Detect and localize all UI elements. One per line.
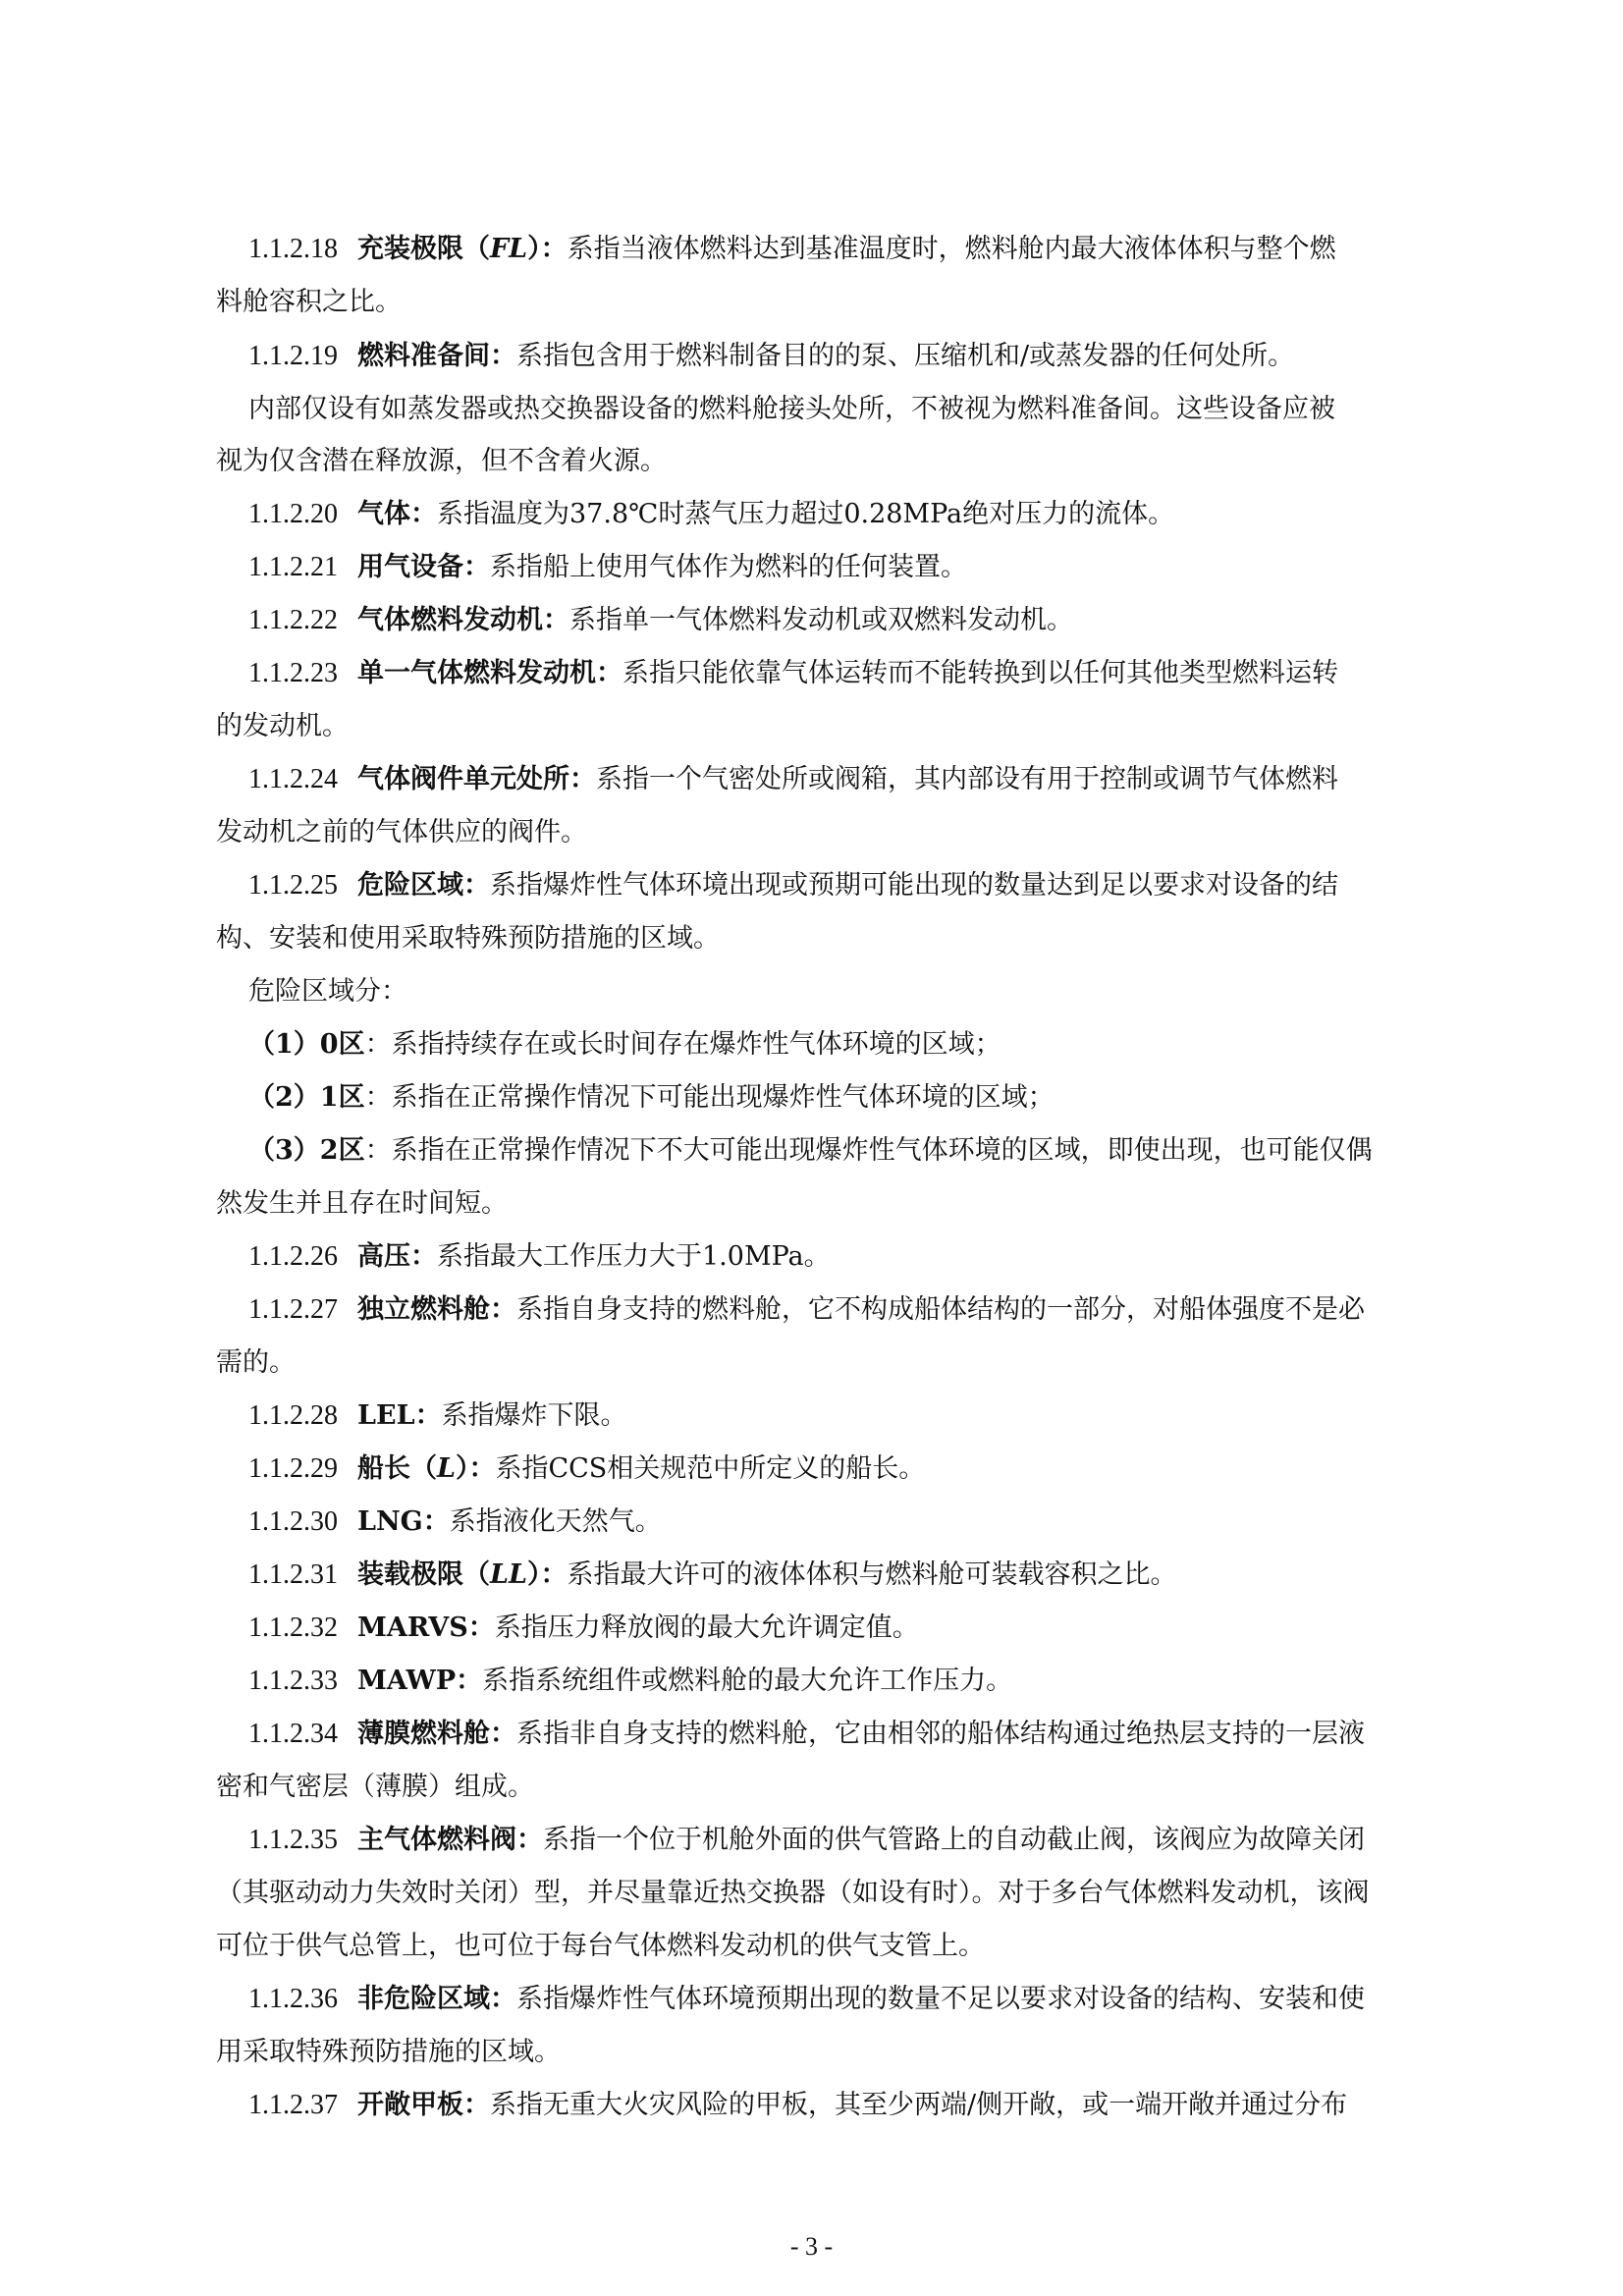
definition-paragraph: 1.1.2.24 气体阀件单元处所：系指一个气密处所或阀箱，其内部设有用于控制或调节气体燃料 xyxy=(0,753,1623,806)
definition-text: 系指只能依靠气体运转而不能转换到以任何其他类型燃料运转 xyxy=(622,658,1338,688)
definition-continuation: 用采取特殊预防措施的区域。 xyxy=(216,2037,561,2067)
clause-number: 1.1.2.19 xyxy=(248,341,338,371)
clause-number: 1.1.2.35 xyxy=(248,1825,338,1855)
definition-paragraph: 1.1.2.19 燃料准备间：系指包含用于燃料制备目的的泵、压缩机和/或蒸发器的任何处所。 xyxy=(0,330,1623,383)
definition-text: 系指单一气体燃料发动机或双燃料发动机。 xyxy=(569,605,1073,635)
definition-paragraph: 1.1.2.37 开敞甲板：系指无重大火灾风险的甲板，其至少两端/侧开敞，或一端开敞并通过分布 xyxy=(0,2079,1623,2132)
definition-paragraph: 1.1.2.27 独立燃料舱：系指自身支持的燃料舱，它不构成船体结构的一部分，对船体强度不是必 xyxy=(0,1284,1623,1337)
clause-number: 1.1.2.33 xyxy=(248,1666,338,1696)
zone-text: 系指持续存在或长时间存在爆炸性气体环境的区域； xyxy=(391,1029,1001,1060)
defined-term: 充装极限（ xyxy=(357,234,490,264)
definition-text: 系指温度为37.8℃时蒸气压力超过0.28MPa绝对压力的流体。 xyxy=(437,499,1175,529)
definition-paragraph: 1.1.2.34 薄膜燃料舱：系指非自身支持的燃料舱，它由相邻的船体结构通过绝热层支持的一层液 xyxy=(0,1708,1623,1761)
clause-number: 1.1.2.23 xyxy=(248,658,338,688)
definition-paragraph: 1.1.2.22 气体燃料发动机：系指单一气体燃料发动机或双燃料发动机。 xyxy=(0,594,1623,647)
definition-text: 系指船上使用气体作为燃料的任何装置。 xyxy=(490,552,967,582)
zone-label: （1）0区 xyxy=(248,1029,365,1060)
clause-number: 1.1.2.32 xyxy=(248,1613,338,1643)
clause-number: 1.1.2.26 xyxy=(248,1241,338,1272)
definition-paragraph: 1.1.2.28 LEL：系指爆炸下限。 xyxy=(0,1390,1623,1443)
defined-term: 主气体燃料阀 xyxy=(357,1825,516,1855)
definition-text: 系指包含用于燃料制备目的的泵、压缩机和/或蒸发器的任何处所。 xyxy=(516,341,1295,371)
zone-label: （3）2区 xyxy=(248,1135,365,1166)
definition-text: 系指压力释放阀的最大允许调定值。 xyxy=(494,1613,919,1643)
definition-continuation: 构、安装和使用采取特殊预防措施的区域。 xyxy=(216,923,720,954)
definition-text: 系指一个位于机舱外面的供气管路上的自动截止阀，该阀应为故障关闭 xyxy=(543,1825,1365,1855)
definition-continuation: 可位于供气总管上，也可位于每台气体燃料发动机的供气支管上。 xyxy=(216,1931,985,1961)
definition-text: 系指CCS相关规范中所定义的船长。 xyxy=(495,1453,926,1484)
defined-term: 非危险区域 xyxy=(357,1984,490,2014)
definition-text: 系指最大许可的液体体积与燃料舱可装载容积之比。 xyxy=(567,1559,1177,1590)
clause-number: 1.1.2.24 xyxy=(248,764,338,794)
note-continuation: 视为仅含潜在释放源，但不含着火源。 xyxy=(216,446,667,476)
defined-term: 单一气体燃料发动机 xyxy=(357,658,596,688)
clause-number: 1.1.2.34 xyxy=(248,1719,338,1749)
definition-continuation: 的发动机。 xyxy=(216,711,349,741)
definition-text: 系指爆炸性气体环境预期出现的数量不足以要求对设备的结构、安装和使 xyxy=(516,1984,1365,2014)
defined-term: LEL xyxy=(357,1400,415,1431)
definition-paragraph: 1.1.2.26 高压：系指最大工作压力大于1.0MPa。 xyxy=(0,1230,1623,1284)
clause-number: 1.1.2.37 xyxy=(248,2090,338,2120)
defined-term: 用气设备 xyxy=(357,552,463,582)
clause-number: 1.1.2.31 xyxy=(248,1559,338,1590)
clause-number: 1.1.2.27 xyxy=(248,1294,338,1325)
definition-text: 系指爆炸性气体环境出现或预期可能出现的数量达到足以要求对设备的结 xyxy=(490,870,1338,901)
definition-paragraph: 1.1.2.20 气体：系指温度为37.8℃时蒸气压力超过0.28MPa绝对压力的流体。 xyxy=(0,488,1623,541)
definition-continuation: 发动机之前的气体供应的阀件。 xyxy=(216,817,587,847)
definition-text: 系指爆炸下限。 xyxy=(441,1400,627,1431)
zone-item: （1）0区：系指持续存在或长时间存在爆炸性气体环境的区域； xyxy=(248,1029,1001,1060)
defined-term: 船长（ xyxy=(357,1453,437,1484)
term-abbreviation: L xyxy=(437,1453,456,1484)
definition-paragraph: 1.1.2.29 船长（L）：系指CCS相关规范中所定义的船长。 xyxy=(0,1443,1623,1496)
clause-number: 1.1.2.21 xyxy=(248,552,338,582)
term-abbreviation: LL xyxy=(490,1559,527,1590)
defined-term: 独立燃料舱 xyxy=(357,1294,490,1325)
zone-label: （2）1区 xyxy=(248,1082,365,1113)
definition-text: 系指无重大火灾风险的甲板，其至少两端/侧开敞，或一端开敞并通过分布 xyxy=(490,2090,1348,2120)
defined-term: 危险区域 xyxy=(357,870,463,901)
definition-continuation: （其驱动动力失效时关闭）型，并尽量靠近热交换器（如设有时）。对于多台气体燃料发动机，该阀 xyxy=(216,1878,1370,1908)
definition-paragraph: 1.1.2.36 非危险区域：系指爆炸性气体环境预期出现的数量不足以要求对设备的结构、安装和使 xyxy=(0,1973,1623,2026)
definition-text: 系指非自身支持的燃料舱，它由相邻的船体结构通过绝热层支持的一层液 xyxy=(516,1719,1365,1749)
term-abbreviation: FL xyxy=(490,234,528,264)
defined-term: 高压 xyxy=(357,1241,410,1272)
defined-term: 装载极限（ xyxy=(357,1559,490,1590)
zone-intro: 危险区域分： xyxy=(248,976,407,1007)
definition-paragraph: 1.1.2.18 充装极限（FL）：系指当液体燃料达到基准温度时，燃料舱内最大液体体积与整个燃 xyxy=(0,223,1623,276)
definition-paragraph: 1.1.2.32 MARVS：系指压力释放阀的最大允许调定值。 xyxy=(0,1602,1623,1655)
definition-text: 系指液化天然气。 xyxy=(449,1506,662,1537)
definition-paragraph: 1.1.2.23 单一气体燃料发动机：系指只能依靠气体运转而不能转换到以任何其他类型燃料运转 xyxy=(0,647,1623,700)
defined-term: 气体燃料发动机 xyxy=(357,605,543,635)
clause-number: 1.1.2.25 xyxy=(248,870,338,901)
defined-term: MAWP xyxy=(357,1666,457,1696)
definition-continuation: 密和气密层（薄膜）组成。 xyxy=(216,1772,534,1802)
page-number: - 3 - xyxy=(789,2232,834,2261)
defined-term: 气体阀件单元处所 xyxy=(357,764,569,794)
definition-paragraph: 1.1.2.33 MAWP：系指系统组件或燃料舱的最大允许工作压力。 xyxy=(0,1655,1623,1708)
definition-text: 系指自身支持的燃料舱，它不构成船体结构的一部分，对船体强度不是必 xyxy=(516,1294,1365,1325)
definition-paragraph: 1.1.2.21 用气设备：系指船上使用气体作为燃料的任何装置。 xyxy=(0,541,1623,594)
zone-item: （3）2区：系指在正常操作情况下不大可能出现爆炸性气体环境的区域，即使出现，也可能仅偶 xyxy=(248,1135,1373,1166)
clause-number: 1.1.2.28 xyxy=(248,1400,338,1431)
definition-text: 系指当液体燃料达到基准温度时，燃料舱内最大液体体积与整个燃 xyxy=(567,234,1336,264)
definition-continuation: 料舱容积之比。 xyxy=(216,287,402,317)
zone-text: 系指在正常操作情况下不大可能出现爆炸性气体环境的区域，即使出现，也可能仅偶 xyxy=(391,1135,1373,1166)
defined-term: LNG xyxy=(357,1506,423,1537)
note-paragraph: 内部仅设有如蒸发器或热交换器设备的燃料舱接头处所，不被视为燃料准备间。这些设备应被 xyxy=(248,394,1335,424)
defined-term: MARVS xyxy=(357,1613,468,1643)
definition-paragraph: 1.1.2.31 装载极限（LL）：系指最大许可的液体体积与燃料舱可装载容积之比。 xyxy=(0,1549,1623,1602)
clause-number: 1.1.2.18 xyxy=(248,234,338,264)
zone-text: 系指在正常操作情况下可能出现爆炸性气体环境的区域； xyxy=(391,1082,1055,1113)
defined-term: 薄膜燃料舱 xyxy=(357,1719,490,1749)
clause-number: 1.1.2.22 xyxy=(248,605,338,635)
clause-number: 1.1.2.36 xyxy=(248,1984,338,2014)
defined-term: 气体 xyxy=(357,499,410,529)
definition-text: 系指一个气密处所或阀箱，其内部设有用于控制或调节气体燃料 xyxy=(596,764,1338,794)
clause-number: 1.1.2.29 xyxy=(248,1453,338,1484)
zone-continuation: 然发生并且存在时间短。 xyxy=(216,1188,508,1219)
definition-text: 系指系统组件或燃料舱的最大允许工作压力。 xyxy=(482,1666,1013,1696)
definition-paragraph: 1.1.2.30 LNG：系指液化天然气。 xyxy=(0,1496,1623,1549)
definition-text: 系指最大工作压力大于1.0MPa。 xyxy=(437,1241,831,1272)
definition-paragraph: 1.1.2.25 危险区域：系指爆炸性气体环境出现或预期可能出现的数量达到足以要求对设备的结 xyxy=(0,859,1623,912)
definition-continuation: 需的。 xyxy=(216,1347,296,1378)
definition-paragraph: 1.1.2.35 主气体燃料阀：系指一个位于机舱外面的供气管路上的自动截止阀，该阀应为故障关闭 xyxy=(0,1814,1623,1867)
defined-term: 开敞甲板 xyxy=(357,2090,463,2120)
zone-item: （2）1区：系指在正常操作情况下可能出现爆炸性气体环境的区域； xyxy=(248,1082,1055,1113)
clause-number: 1.1.2.30 xyxy=(248,1506,338,1537)
clause-number: 1.1.2.20 xyxy=(248,499,338,529)
defined-term: 燃料准备间 xyxy=(357,341,490,371)
